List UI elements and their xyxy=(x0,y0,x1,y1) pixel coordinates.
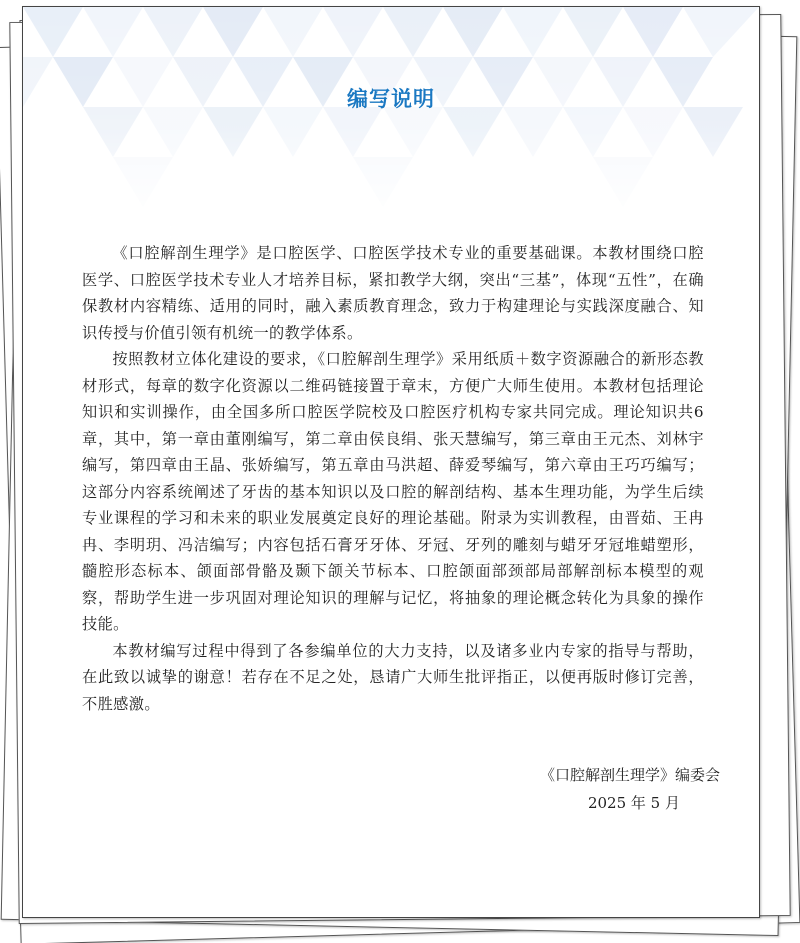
paragraph: 本教材编写过程中得到了各参编单位的大力支持，以及诸多业内专家的指导与帮助，在此致以诚挚的谢意！若存在不足之处，恳请广大师生批评指正，以便再版时修订完善，不胜感激。 xyxy=(82,641,704,713)
signature-committee: 《口腔解剖生理学》编委会 xyxy=(539,766,720,784)
signature-date: 2025 年 5 月 xyxy=(587,794,680,812)
paragraph: 按照教材立体化建设的要求，《口腔解剖生理学》采用纸质＋数字资源融合的新形态教材形式，每章的数字化资源以二维码链接置于章末，方便广大师生使用。本教材包括理论知识和实训操作，由全国多所口腔医学院校及口腔医疗机构专家共同完成。理论知识共6章，其中，第一章由董刚编写，第二章由侯良绢、张天慧编写，第三章由王元杰、刘林宇编写，第四章由王晶、张娇编写，第五章由马洪超、薛爱琴编写，第六章由王巧巧编写；这部分内容系统阐述了牙齿的基本知识以及口腔的解剖结构、基本生理功能，为学生后续专业课程的学习和未来的职业发展奠定良好的理论基础。附录为实训教程，由晋茹、王冉冉、李明玥、冯洁编写；内容包括石膏牙牙体、牙冠、牙列的雕刻与蜡牙牙冠堆蜡塑形，髓腔形态标本、颌面部骨骼及颞下颌关节标本、口腔颌面部颈部局部解剖标本模型的观察，帮助学生进一步巩固对理论知识的理解与记忆，将抽象的理论概念转化为具象的操作技能。 xyxy=(82,350,704,633)
paragraph: 《口腔解剖生理学》是口腔医学、口腔医学技术专业的重要基础课。本教材围绕口腔医学、口腔医学技术专业人才培养目标，紧扣教学大纲，突出“三基”，体现“五性”，在确保教材内容精练、适用的同时，融入素质教育理念，致力于构建理论与实践深度融合、知识传授与价值引领有机统一的教学体系。 xyxy=(82,244,704,342)
page-title: 编写说明 xyxy=(347,87,435,111)
header-triangle-pattern xyxy=(23,7,759,227)
body-text xyxy=(82,240,704,717)
